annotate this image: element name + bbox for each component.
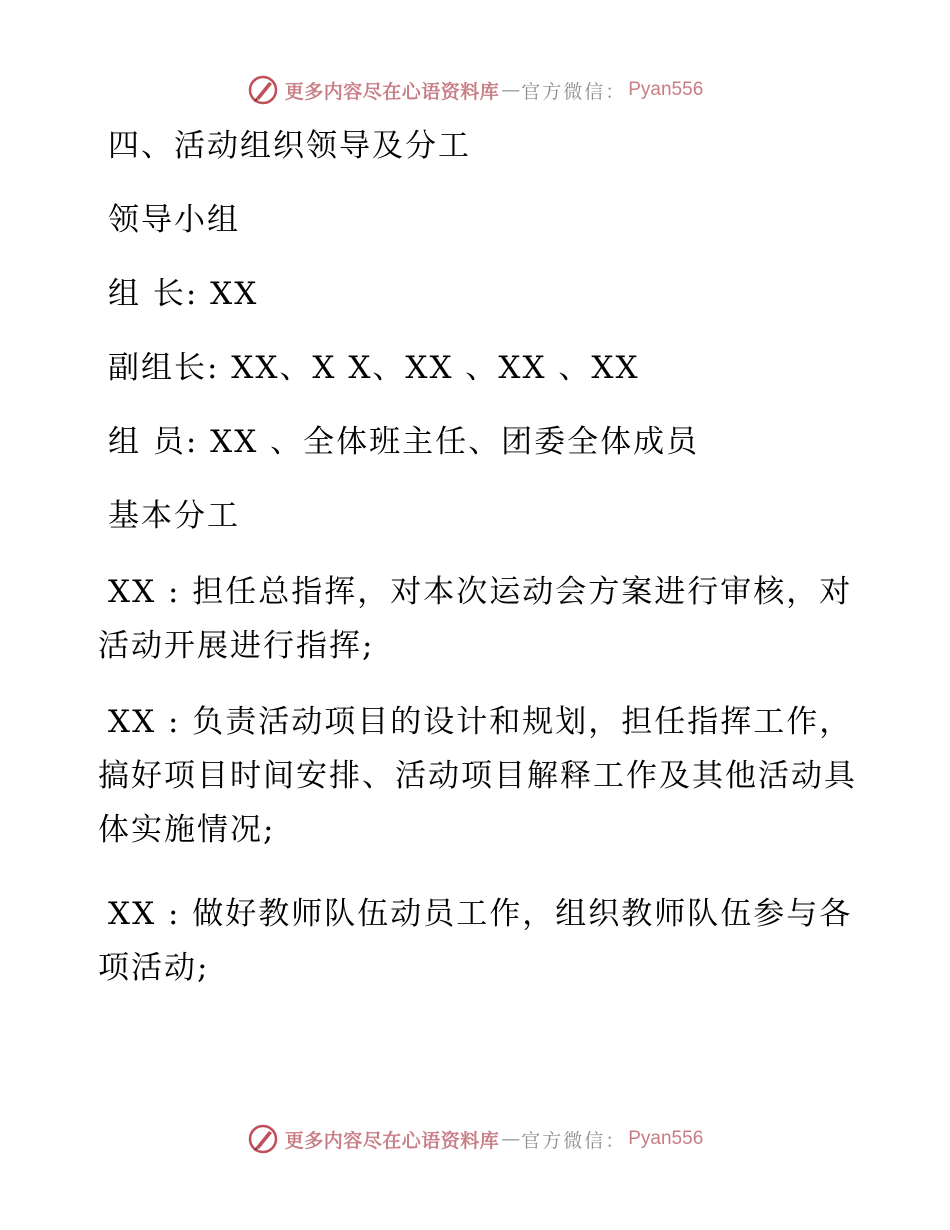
duty-text: XX : 担任总指挥，对本次运动会方案进行审核，对活动开展进行指挥;	[98, 574, 853, 664]
watermark-official-label: 官方微信：	[521, 80, 627, 103]
duty-paragraph	[98, 695, 858, 857]
duty-paragraph	[98, 565, 858, 673]
footer-watermark	[0, 1119, 950, 1159]
section-title: 四、活动组织领导及分工	[108, 128, 471, 164]
leadership-heading: 领导小组	[108, 202, 240, 238]
duty-paragraph	[98, 887, 858, 995]
duty-text: XX : 负责活动项目的设计和规划，担任指挥工作，搞好项目时间安排、活动项目解释工作及其他活动具体实施情况;	[98, 704, 857, 848]
leader-line: 组 长: XX	[108, 276, 259, 312]
watermark-main-text: 更多内容尽在心语资料库	[284, 80, 500, 103]
header-watermark	[0, 70, 950, 110]
watermark-dash: —	[501, 1128, 520, 1150]
watermark-wechat-id: Pyan556	[628, 79, 704, 100]
watermark-official-label: 官方微信：	[521, 1129, 627, 1152]
watermark-main-text: 更多内容尽在心语资料库	[284, 1129, 500, 1152]
quill-pen-circle-icon	[247, 1123, 279, 1155]
watermark-wechat-id: Pyan556	[628, 1128, 704, 1149]
quill-pen-circle-icon	[247, 74, 279, 106]
division-heading: 基本分工	[108, 498, 240, 534]
watermark-dash: —	[501, 79, 520, 101]
members-line: 组 员: XX 、全体班主任、团委全体成员	[108, 424, 700, 460]
duty-text: XX : 做好教师队伍动员工作，组织教师队伍参与各项活动;	[98, 896, 853, 986]
deputy-line: 副组长: XX、X X、XX 、XX 、XX	[108, 350, 640, 386]
